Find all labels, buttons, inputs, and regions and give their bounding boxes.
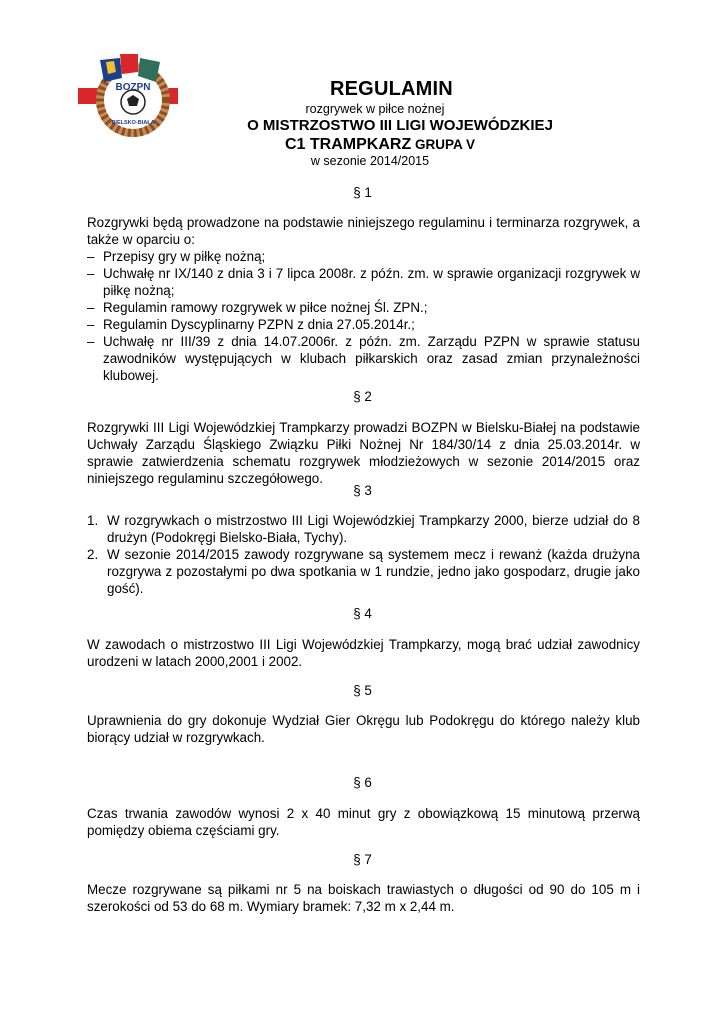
- logo-text: BOZPN: [115, 82, 151, 93]
- section-4-heading: § 4: [353, 606, 372, 621]
- section-1-heading: § 1: [353, 185, 372, 200]
- list-item: – Uchwałę nr IX/140 z dnia 3 i 7 lipca 2008r. z późn. zm. w sprawie organizacji rozgrywek w piłkę nożną;: [87, 266, 640, 298]
- section-2-body: Rozgrywki III Ligi Wojewódzkiej Trampkarzy prowadzi BOZPN w Bielsku-Białej na podstawie Uchwały Zarządu Śląskiego Związku Piłki Nożnej Nr 184/30/14 z dnia 25.03.2014r. w sprawie zatwierdzenia schematu rozgrywek młodzieżowych w sezonie 2014/2015 oraz niniejszego regulaminu szczegółowego.: [87, 420, 640, 486]
- section-5-body: Uprawnienia do gry dokonuje Wydział Gier Okręgu lub Podokręgu do którego należy klub biorący udział w rozgrywkach.: [87, 713, 640, 745]
- list-item: 2. W sezonie 2014/2015 zawody rozgrywane są systemem mecz i rewanż (każda drużyna rozgrywa z pozostałymi po dwa spotkania w 1 rundzie, jedno jako gospodarz, drugie jako gość).: [87, 547, 640, 596]
- list-item: – Przepisy gry w piłkę nożną;: [87, 249, 266, 264]
- section-6-heading: § 6: [353, 775, 372, 790]
- section-1-intro: Rozgrywki będą prowadzone na podstawie niniejszego regulaminu i terminarza rozgrywek, a także w oparciu o:: [87, 215, 640, 247]
- section-1-list: [87, 248, 640, 384]
- subtitle-line-1: rozgrywek w piłce nożnej: [305, 102, 445, 116]
- dash-marker: –: [87, 249, 95, 264]
- subtitle-line-3: [230, 136, 530, 154]
- section-5-heading: § 5: [353, 683, 372, 698]
- section-3-list: [87, 512, 640, 597]
- section-2-heading: § 2: [353, 389, 372, 404]
- section-4-body: W zawodach o mistrzostwo III Ligi Wojewódzkiej Trampkarzy, mogą brać udział zawodnicy urodzeni w latach 2000,2001 i 2002.: [87, 637, 640, 669]
- section-1-body: [87, 214, 640, 384]
- section-6-body: Czas trwania zawodów wynosi 2 x 40 minut gry z obowiązkową 15 minutową przerwą pomiędzy obiema częściami gry.: [87, 806, 640, 838]
- list-item: 1. W rozgrywkach o mistrzostwo III Ligi Wojewódzkiej Trampkarzy 2000, bierze udział do 8 drużyn (Podokręgi Bielsko-Biała, Tychy).: [87, 513, 640, 545]
- list-item: – Regulamin ramowy rozgrywek w piłce nożnej Śl. ZPN.;: [87, 300, 428, 315]
- dash-marker: –: [87, 266, 95, 281]
- subtitle-season: w sezonie 2014/2015: [310, 154, 430, 168]
- dash-marker: –: [87, 334, 95, 349]
- dash-marker: –: [87, 300, 95, 315]
- section-7-body: Mecze rozgrywane są piłkami nr 5 na boiskach trawiastych o długości od 90 do 105 m i szerokości od 53 do 68 m. Wymiary bramek: 7,32 m x 2,44 m.: [87, 882, 640, 914]
- subtitle-category: C1 TRAMPKARZ: [285, 136, 412, 153]
- subtitle-line-2: O MISTRZOSTWO III LIGI WOJEWÓDZKIEJ: [247, 117, 553, 134]
- list-item: – Regulamin Dyscyplinarny PZPN z dnia 27.05.2014r.;: [87, 317, 415, 332]
- dash-marker: –: [87, 317, 95, 332]
- section-3-body: [87, 512, 640, 597]
- section-3-heading: § 3: [353, 483, 372, 498]
- logo-subtext: BIELSKO-BIAŁA: [111, 120, 155, 126]
- document-title: REGULAMIN: [330, 78, 453, 100]
- bozpn-logo: [78, 52, 178, 142]
- subtitle-group: GRUPA V: [411, 137, 475, 152]
- section-7-heading: § 7: [353, 852, 372, 867]
- list-item: – Uchwałę nr III/39 z dnia 14.07.2006r. z późn. zm. Zarządu PZPN w sprawie statusu zawodników występujących w klubach piłkarskich oraz zasad zmian przynależności klubowej.: [87, 334, 640, 383]
